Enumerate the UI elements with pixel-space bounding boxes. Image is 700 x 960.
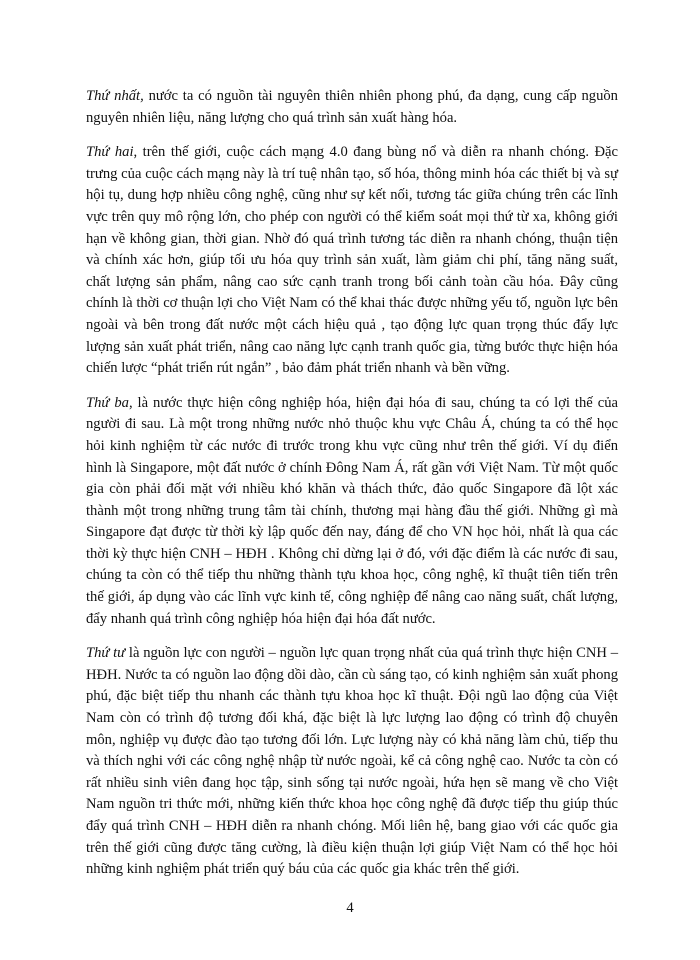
document-body <box>86 86 618 894</box>
paragraph-lead: Thứ nhất, <box>86 88 144 104</box>
paragraph-fourth <box>86 643 618 881</box>
paragraph-text: là nguồn lực con người – nguồn lực quan trọng nhất của quá trình thực hiện CNH – HĐH. Nước ta có nguồn lao động dồi dào, cần cù sáng tạo, có kinh nghiệm sản xuất phong phú, đặc biệt tiếp thu nhanh các thành tựu khoa học kĩ thuật. Đội ngũ lao động của Việt Nam còn có trình độ tương đối khá, đặc biệt là lực lượng lao động có trình độ chuyên môn, nghiệp vụ được đào tạo tương đối lớn. Lực lượng này có khả năng làm chủ, tiếp thu và thích nghi với các công nghệ nhập từ nước ngoài, kể cả công nghệ cao. Nước ta còn có rất nhiều sinh viên đang học tập, sinh sống tại nước ngoài, hứa hẹn sẽ mang về cho Việt Nam nguồn tri thức mới, những kiến thức khoa học công nghệ đã được tiếp thu giúp thúc đẩy quá trình CNH – HĐH diễn ra nhanh chóng. Mối liên hệ, bang giao với các quốc gia trên thế giới cũng được tăng cường, là điều kiện thuận lợi giúp Việt Nam có thể học hỏi những kinh nghiệm phát triển quý báu của các quốc gia khác trên thế giới. <box>86 645 618 878</box>
paragraph-lead: Thứ ba <box>86 394 129 411</box>
paragraph-text: , trên thế giới, cuộc cách mạng 4.0 đang bùng nổ và diễn ra nhanh chóng. Đặc trưng của cuộc cách mạng này là trí tuệ nhân tạo, số hóa, thông minh hóa các thiết bị và sự hội tụ, dung hợp nhiều công nghệ, cũng như sự kết nối, tương tác giữa chúng trên các lĩnh vực trên quy mô rộng lớn, cho phép con người có thể kiểm soát mọi thứ từ xa, không giới hạn về không gian, thời gian. Nhờ đó quá trình tương tác diễn ra nhanh chóng, thuận tiện và chính xác hơn, giúp tối ưu hóa quy trình sản xuất, làm giảm chi phí, tăng năng suất, chất lượng sản phẩm, nâng cao sức cạnh tranh trong bối cảnh toàn cầu hóa. Đây cũng chính là thời cơ thuận lợi cho Việt Nam có thể khai thác được những yếu tố, nguồn lực bên ngoài và bên trong đất nước một cách hiệu quả , tạo động lực quan trọng thúc đẩy lực lượng sản xuất phát triển, nâng cao năng lực cạnh tranh quốc gia, từng bước thực hiện hóa chiến lược “phát triển rút ngắn” , bảo đảm phát triển nhanh và bền vững. <box>86 144 618 377</box>
paragraph-second <box>86 142 618 380</box>
paragraph-text: nước ta có nguồn tài nguyên thiên nhiên phong phú, đa dạng, cung cấp nguồn nguyên nhiên liệu, năng lượng cho quá trình sản xuất hàng hóa. <box>86 88 618 126</box>
paragraph-third <box>86 393 618 631</box>
paragraph-lead: Thứ tư <box>86 645 126 662</box>
page-number: 4 <box>346 900 354 916</box>
paragraph-first <box>86 86 618 129</box>
paragraph-lead: Thứ hai <box>86 144 134 161</box>
paragraph-text: , là nước thực hiện công nghiệp hóa, hiện đại hóa đi sau, chúng ta có lợi thế của người đi sau. Là một trong những nước nhỏ thuộc khu vực Châu Á, chúng ta có thể học hỏi kinh nghiệm từ các nước đi trước trong khu vực cũng như trên thế giới. Ví dụ điển hình là Singapore, một đất nước ở chính Đông Nam Á, rất gần với Việt Nam. Từ một quốc gia còn phải đối mặt với nhiều khó khăn và thách thức, đảo quốc Singapore đã lột xác thành một trong những trung tâm tài chính, thương mại hàng đầu thế giới. Những gì mà Singapore đạt được từ thời kỳ lập quốc đến nay, đáng để cho VN học hỏi, nhất là qua các thời kỳ thực hiện CNH – HĐH . Không chỉ dừng lại ở đó, với đặc điểm là các nước đi sau, chúng ta còn có thể tiếp thu những thành tựu khoa học, công nghệ, kĩ thuật tiên tiến trên thế giới, áp dụng vào các lĩnh vực kinh tế, công nghiệp để nâng cao năng suất, chất lượng, đẩy nhanh quá trình công nghiệp hóa hiện đại hóa đất nước. <box>86 394 618 627</box>
